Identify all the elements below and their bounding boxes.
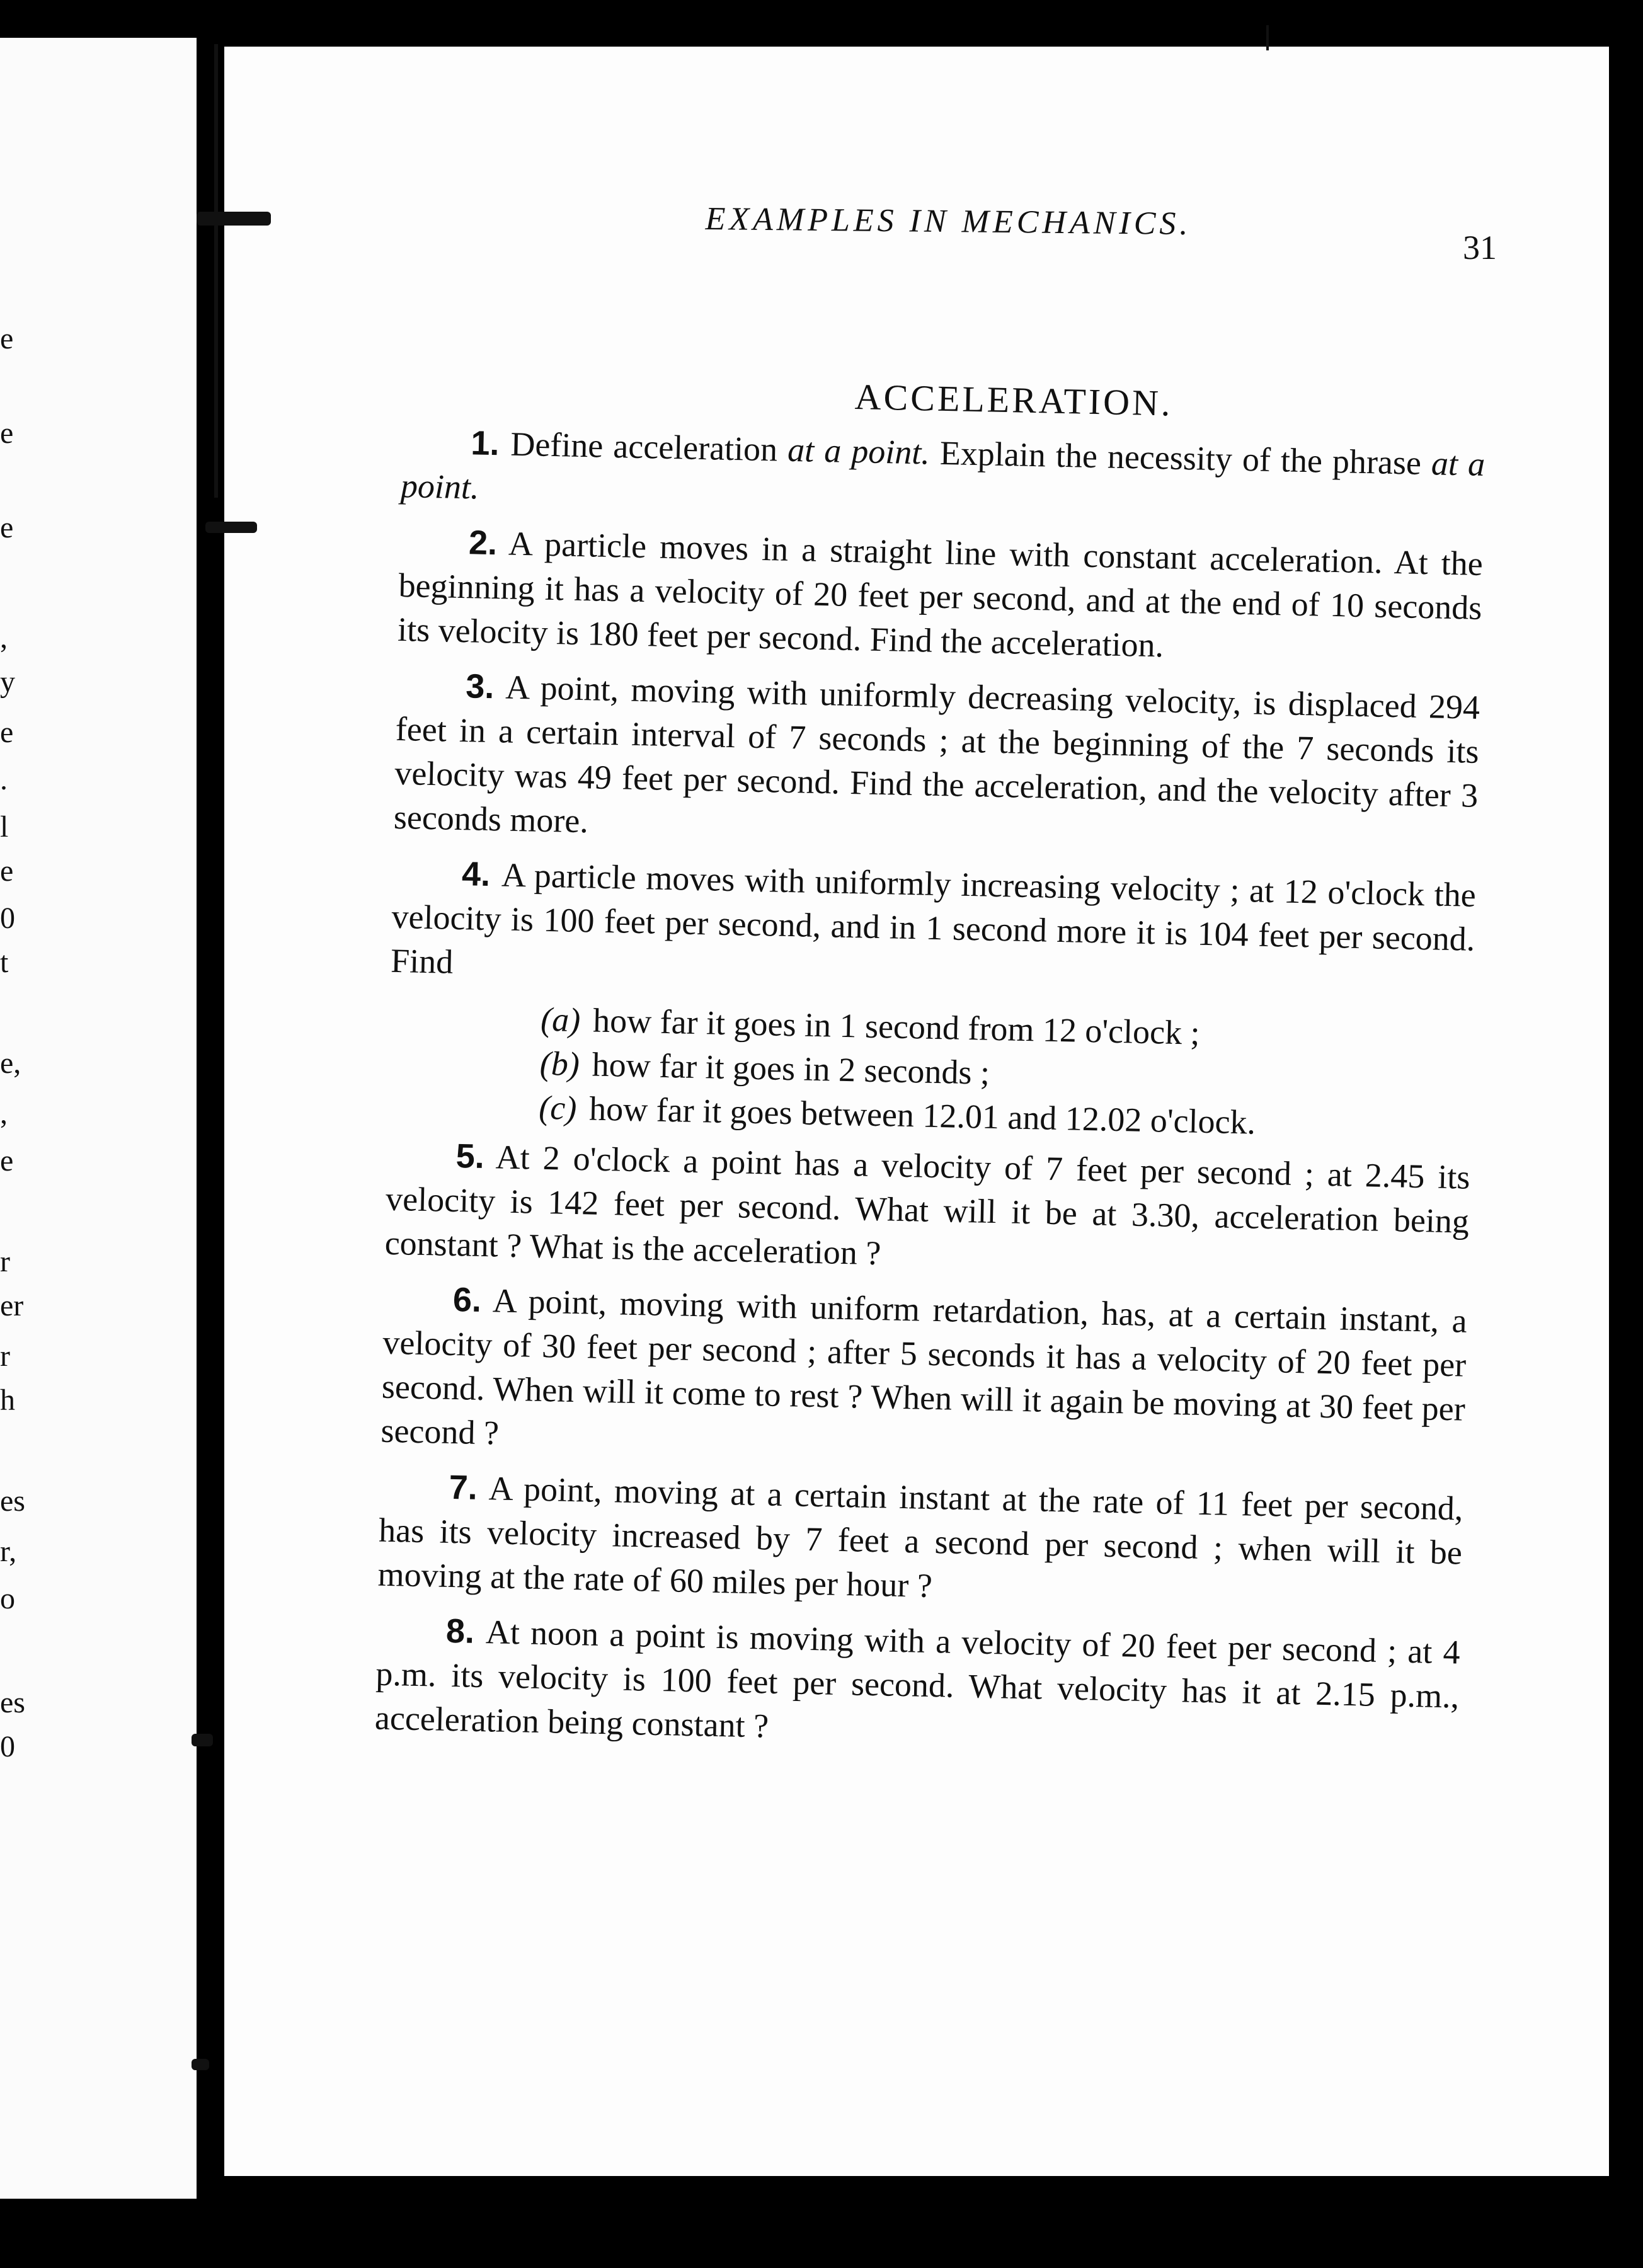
edge-text: e [0, 854, 14, 888]
problem-text: At 2 o'clock a point has a velocity of 7 feet per second ; at 2.45 its velocity is 142 feet per second. What will it be at 3.30, acceleration being constant ? What is the acceleration ? [384, 1138, 1471, 1273]
problem-number: 2. [468, 524, 498, 563]
edge-text: . [0, 763, 8, 796]
subitem-text: how far it goes in 2 seconds ; [592, 1045, 990, 1092]
problem-emphasis: at a point. [787, 430, 930, 472]
subitem-label: (a) [540, 1000, 581, 1040]
problem-number: 3. [465, 667, 495, 706]
problem-6 [381, 1276, 1467, 1475]
scan-border [1613, 82, 1643, 2211]
problem-4-subitems [387, 994, 1474, 1149]
previous-page-edge [0, 38, 197, 2199]
edge-text: r [0, 1245, 10, 1278]
subitem-label: (b) [539, 1044, 580, 1084]
problem-emphasis: at a point. [400, 444, 1486, 507]
edge-text: , [0, 1097, 8, 1130]
problem-text: Define acceleration [510, 425, 788, 469]
problem-2 [397, 519, 1483, 674]
page-number: 31 [1463, 229, 1497, 266]
edge-text: o [0, 1582, 15, 1615]
problem-4 [390, 850, 1476, 1005]
edge-text: h [0, 1383, 15, 1417]
problem-text: A particle moves in a straight line with constant acceleration. At the beginning it has a velocity of 20 feet per second, and at the end of 10 seconds its velocity is 180 feet per second. Find the acceleration. [397, 524, 1484, 665]
problem-7 [377, 1464, 1463, 1619]
problem-number: 7. [449, 1468, 478, 1507]
gutter-mark [197, 212, 271, 226]
edge-text: e, [0, 1046, 21, 1080]
gutter-mark [205, 522, 257, 533]
running-head: EXAMPLES IN MECHANICS. [705, 200, 1192, 243]
page-body [374, 365, 1487, 1774]
problem-text: Explain the necessity of the phrase [929, 433, 1432, 483]
edge-text: e [0, 322, 14, 355]
edge-text: l [0, 810, 9, 844]
edge-text: 0 [0, 1730, 15, 1763]
problem-1 [400, 420, 1486, 530]
problem-number: 6. [452, 1280, 482, 1319]
gutter-line [214, 44, 218, 498]
scan-mark [1266, 25, 1269, 50]
edge-text: 0 [0, 902, 15, 935]
edge-text: t [0, 946, 9, 979]
edge-text: e [0, 511, 14, 544]
edge-text: e [0, 716, 14, 749]
edge-text: es [0, 1484, 25, 1518]
problem-number: 5. [455, 1137, 485, 1176]
edge-text: e [0, 1144, 14, 1177]
gutter-mark [192, 1734, 213, 1746]
edge-text: r, [0, 1535, 17, 1568]
problem-number: 1. [470, 424, 500, 463]
subitem-text: how far it goes in 1 second from 12 o'clock ; [592, 1001, 1201, 1052]
gutter-mark [192, 2059, 209, 2070]
problem-text: At noon a point is moving with a velocity of 20 feet per second ; at 4 p.m. its velocity is 100 feet per second. What velocity has it at 2.15 p.m., acceleration being constant ? [374, 1613, 1461, 1745]
edge-text: y [0, 665, 15, 699]
problem-text: A point, moving with uniformly decreasing velocity, is displaced 294 feet in a certain interval of 7 seconds ; at the beginning of the 7 seconds its velocity was 49 feet per second. Find the acceleration, and the velocity after 3 seconds more. [393, 668, 1480, 840]
problem-text: A point, moving at a certain instant at the rate of 11 feet per second, has its velocity increased by 7 feet a second per second ; when will it be moving at the rate of 60 miles per hour ? [377, 1469, 1463, 1605]
problem-text: A point, moving with uniform retardation, has, at a certain instant, a velocity of 30 feet per second ; after 5 seconds it has a velocity of 20 feet per second. When will it come to rest ? When will it again be moving at 30 feet per second ? [380, 1281, 1468, 1452]
edge-text: es [0, 1686, 25, 1719]
subitem-label: (c) [538, 1088, 577, 1128]
problem-8 [374, 1608, 1460, 1763]
edge-text: er [0, 1289, 24, 1322]
edge-text: , [0, 621, 8, 655]
problem-number: 8. [445, 1612, 475, 1651]
problem-3 [393, 663, 1480, 862]
subitem-text: how far it goes between 12.01 and 12.02 o'clock. [588, 1089, 1256, 1142]
problem-5 [384, 1133, 1470, 1288]
problem-text: A particle moves with uniformly increasing velocity ; at 12 o'clock the velocity is 100 feet per second, and in 1 second more it is 104 feet per second. Find [390, 856, 1477, 981]
problem-number: 4. [461, 855, 491, 894]
section-title: ACCELERATION. [854, 376, 1174, 424]
edge-text: r [0, 1339, 10, 1373]
edge-text: e [0, 416, 14, 450]
